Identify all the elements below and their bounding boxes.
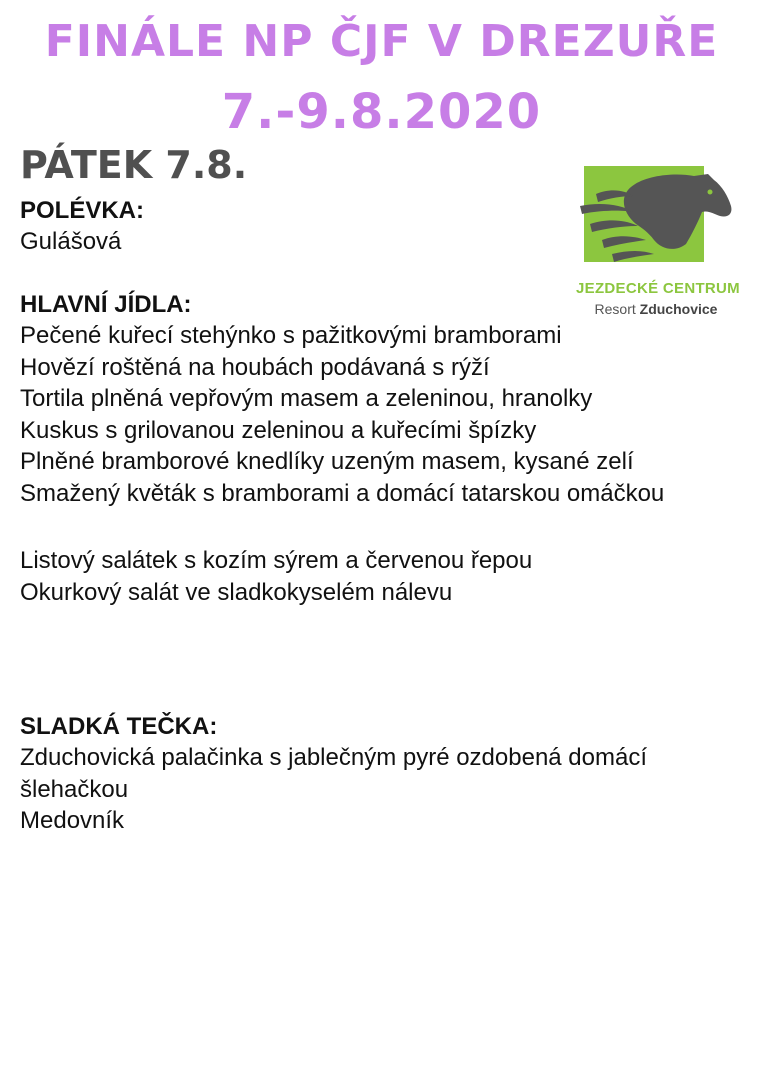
soup-item: Gulášová (20, 228, 122, 255)
main-dish-item: Hovězí roštěná na houbách podávaná s rýží (20, 353, 490, 381)
salads-section (20, 545, 532, 608)
salad-item: Listový salátek s kozím sýrem a červenou řepou (20, 547, 533, 574)
main-dish-item: Plněné bramborové knedlíky uzeným masem, kysané zelí (20, 448, 634, 475)
mains-section (20, 290, 664, 509)
mains-heading: HLAVNÍ JÍDLA: (20, 291, 192, 318)
main-dish-item: Kuskus s grilovanou zeleninou a kuřecími špízky (20, 416, 537, 444)
dessert-heading: SLADKÁ TEČKA: (20, 713, 218, 740)
logo-sub-place: Zduchovice (639, 301, 718, 317)
logo-name: JEZDECKÉ CENTRUM (576, 280, 740, 297)
dessert-item: Zduchovická palačinka s jablečným pyré ozdobená domácí šlehačkou (20, 744, 648, 803)
horse-head-logo-icon (576, 166, 736, 266)
logo-sub-prefix: Resort (594, 301, 636, 317)
main-dish-item: Smažený květák s bramborami a domácí tatarskou omáčkou (20, 479, 665, 507)
event-dates: 7.-9.8.2020 (221, 84, 542, 140)
dessert-section (20, 712, 750, 837)
day-heading: PÁTEK 7.8. (20, 143, 248, 187)
main-dish-item: Tortila plněná vepřovým masem a zeleninou, hranolky (20, 385, 593, 412)
dessert-item: Medovník (20, 807, 125, 834)
logo-subtitle (576, 301, 736, 317)
main-dish-item: Pečené kuřecí stehýnko s pažitkovými bramborami (20, 322, 562, 349)
soup-heading: POLÉVKA: (20, 197, 145, 224)
page-title: FINÁLE NP ČJF V DREZUŘE (44, 16, 719, 67)
soup-section (20, 196, 144, 258)
resort-logo (576, 166, 740, 324)
salad-item: Okurkový salát ve sladkokyselém nálevu (20, 578, 453, 606)
